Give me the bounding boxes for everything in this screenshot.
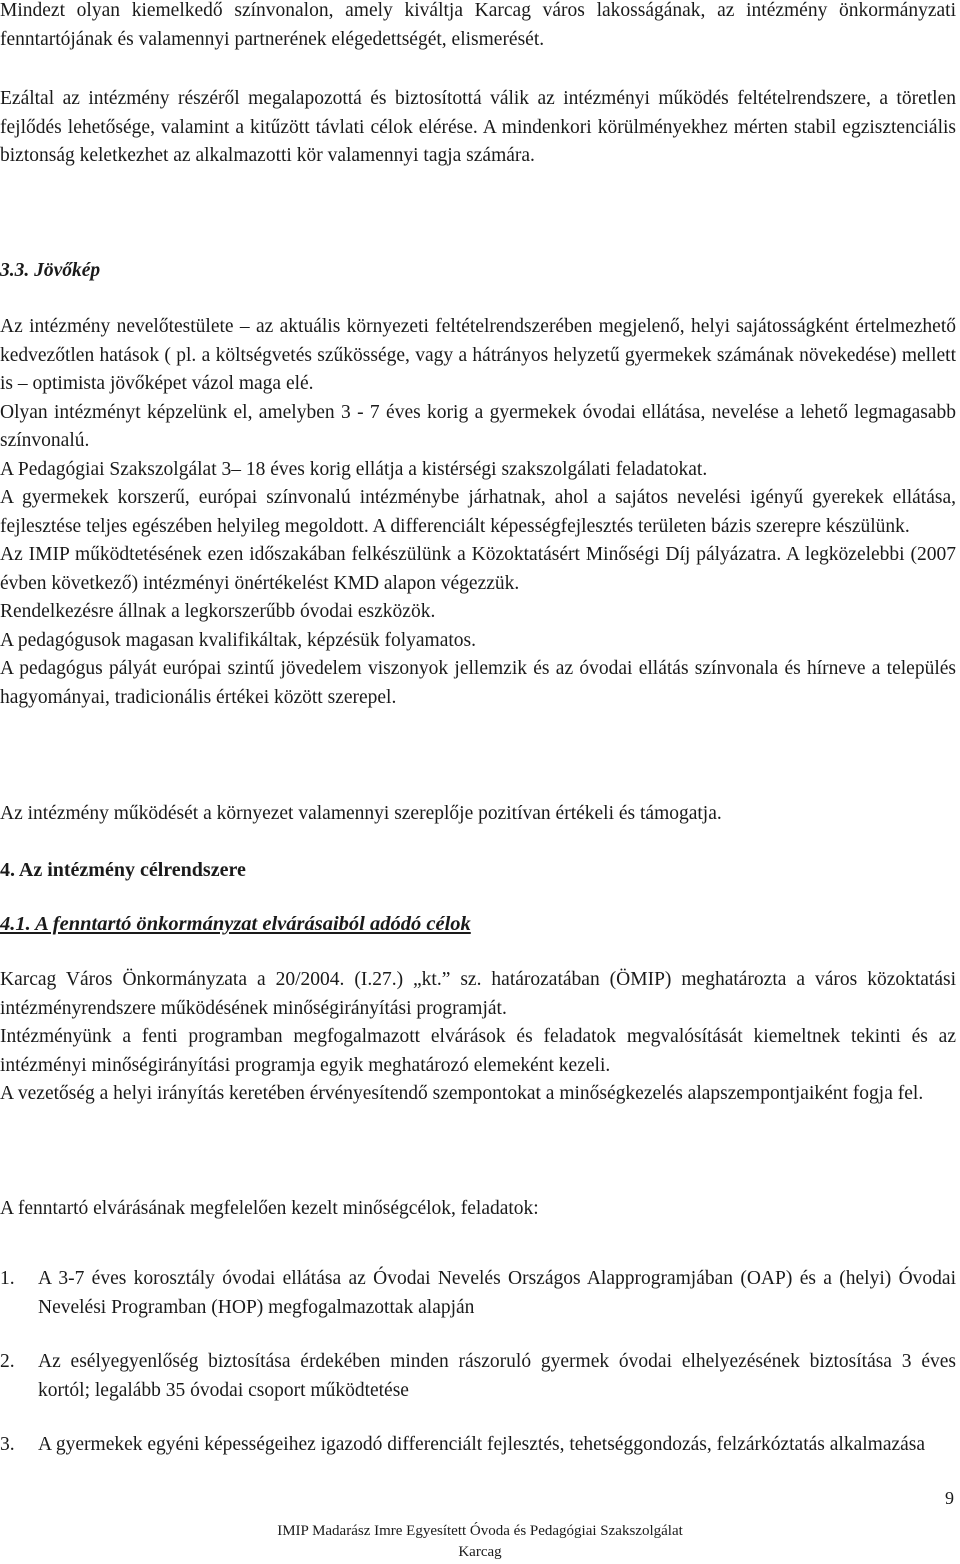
goals-intro-paragraph: A fenntartó elvárásának megfelelően kezelt minőségcélok, feladatok:: [0, 1198, 539, 1219]
maintainer-line: Karcag Város Önkormányzata a 20/2004. (I.27.) „kt.” sz. határozatában (ÖMIP) meghatározta a város közoktatási intézményrendszere működésének minőségirányítási programját.: [0, 969, 956, 1019]
stability-paragraph: Ezáltal az intézmény részéről megalapozottá és biztosítottá válik az intézményi működés feltételrendszere, a töretlen fejlődés lehetősége, valamint a kitűzött távlati célok elérése. A mindenkori körülményekhez mérten stabil egzisztenciális biztonság keletkezhet az alkalmazotti kör valamennyi tagja számára.: [0, 88, 956, 166]
list-item-number: 2.: [0, 1351, 15, 1372]
section-heading-jovokep: 3.3. Jövőkép: [0, 260, 101, 281]
vision-block: [0, 313, 956, 712]
section-heading-celrendszer: 4. Az intézmény célrendszere: [0, 859, 246, 881]
vision-line: Az IMIP működtetésének ezen időszakában felkészülünk a Közoktatásért Minőségi Díj pályázatra. A legközelebbi (2007 évben következő) intézményi önértékelést KMD alapon végezzük.: [0, 544, 956, 594]
list-item-text: A gyermekek egyéni képességeihez igazodó differenciált fejlesztés, tehetséggondozás, felzárkóztatás alkalmazása: [38, 1434, 926, 1455]
vision-line: Olyan intézményt képzelünk el, amelyben 3 - 7 éves korig a gyermekek óvodai ellátása, nevelése a lehető legmagasabb színvonalú.: [0, 401, 956, 451]
intro-paragraph: Mindezt olyan kiemelkedő színvonalon, amely kiváltja Karcag város lakosságának, az intézmény önkormányzati fenntartójának és valamennyi partnerének elégedettségét, elismerését.: [0, 0, 956, 50]
subsection-heading-text: 4.1. A fenntartó önkormányzat elvárásaiból adódó célok: [0, 913, 471, 935]
list-item-number: 1.: [0, 1268, 15, 1289]
vision-line: A pedagógusok magasan kvalifikáltak, képzésük folyamatos.: [0, 629, 476, 651]
footer-institution: IMIP Madarász Imre Egyesített Óvoda és Pedagógiai Szakszolgálat: [277, 1523, 683, 1539]
vision-line: Rendelkezésre állnak a legkorszerűbb óvodai eszközök.: [0, 601, 436, 622]
list-item: [0, 1431, 956, 1460]
vision-line: A Pedagógiai Szakszolgálat 3– 18 éves korig ellátja a kistérségi szakszolgálati feladatokat.: [0, 458, 708, 480]
maintainer-line: Intézményünk a fenti programban megfogalmazott elvárások és feladatok megvalósítását kiemeltnek tekinti és az intézményi minőségirányítási programja egyik meghatározó elemeként kezeli.: [0, 1026, 956, 1076]
environment-paragraph: Az intézmény működését a környezet valamennyi szereplője pozitívan értékeli és támogatja.: [0, 803, 722, 824]
maintainer-block: [0, 966, 956, 1109]
vision-line: A pedagógus pályát európai szintű jövedelem viszonyok jellemzik és az óvodai ellátás színvonala és hírneve a település hagyományai, tradicionális értékei között szerepel.: [0, 658, 956, 708]
list-item: [0, 1348, 956, 1405]
footer-city: Karcag: [458, 1544, 502, 1560]
vision-line: Az intézmény nevelőtestülete – az aktuális környezeti feltételrendszerében megjelenő, helyi sajátosságként értelmezhető kedvezőtlen hatások ( pl. a költségvetés szűkössége, vagy a hátrányos helyzetű gyermekek számának növekedése) mellett is – optimista jövőképet vázol maga elé.: [0, 316, 956, 394]
goals-list: [0, 1265, 956, 1460]
list-item-number: 3.: [0, 1434, 15, 1455]
page-number: 9: [945, 1488, 954, 1508]
list-item: [0, 1265, 956, 1322]
maintainer-line: A vezetőség a helyi irányítás keretében érvényesítendő szempontokat a minőségkezelés alapszempontjaiként fogja fel.: [0, 1083, 924, 1104]
list-item-text: Az esélyegyenlőség biztosítása érdekében minden rászoruló gyermek óvodai elhelyezésének biztosítása 3 éves kortól; legalább 35 óvodai csoport működtetése: [38, 1351, 956, 1401]
list-item-text: A 3-7 éves korosztály óvodai ellátása az Óvodai Nevelés Országos Alapprogramjában (OAP) és a (helyi) Óvodai Nevelési Programban (HOP) megfogalmazottak alapján: [38, 1268, 956, 1318]
vision-line: A gyermekek korszerű, európai színvonalú intézménybe járhatnak, ahol a sajátos nevelési igényű gyerekek ellátása, fejlesztése teljes egészében helyileg megoldott. A differenciált képességfejlesztés területen bázis szerepre készülünk.: [0, 487, 956, 537]
subsection-heading-4-1: [0, 910, 471, 939]
